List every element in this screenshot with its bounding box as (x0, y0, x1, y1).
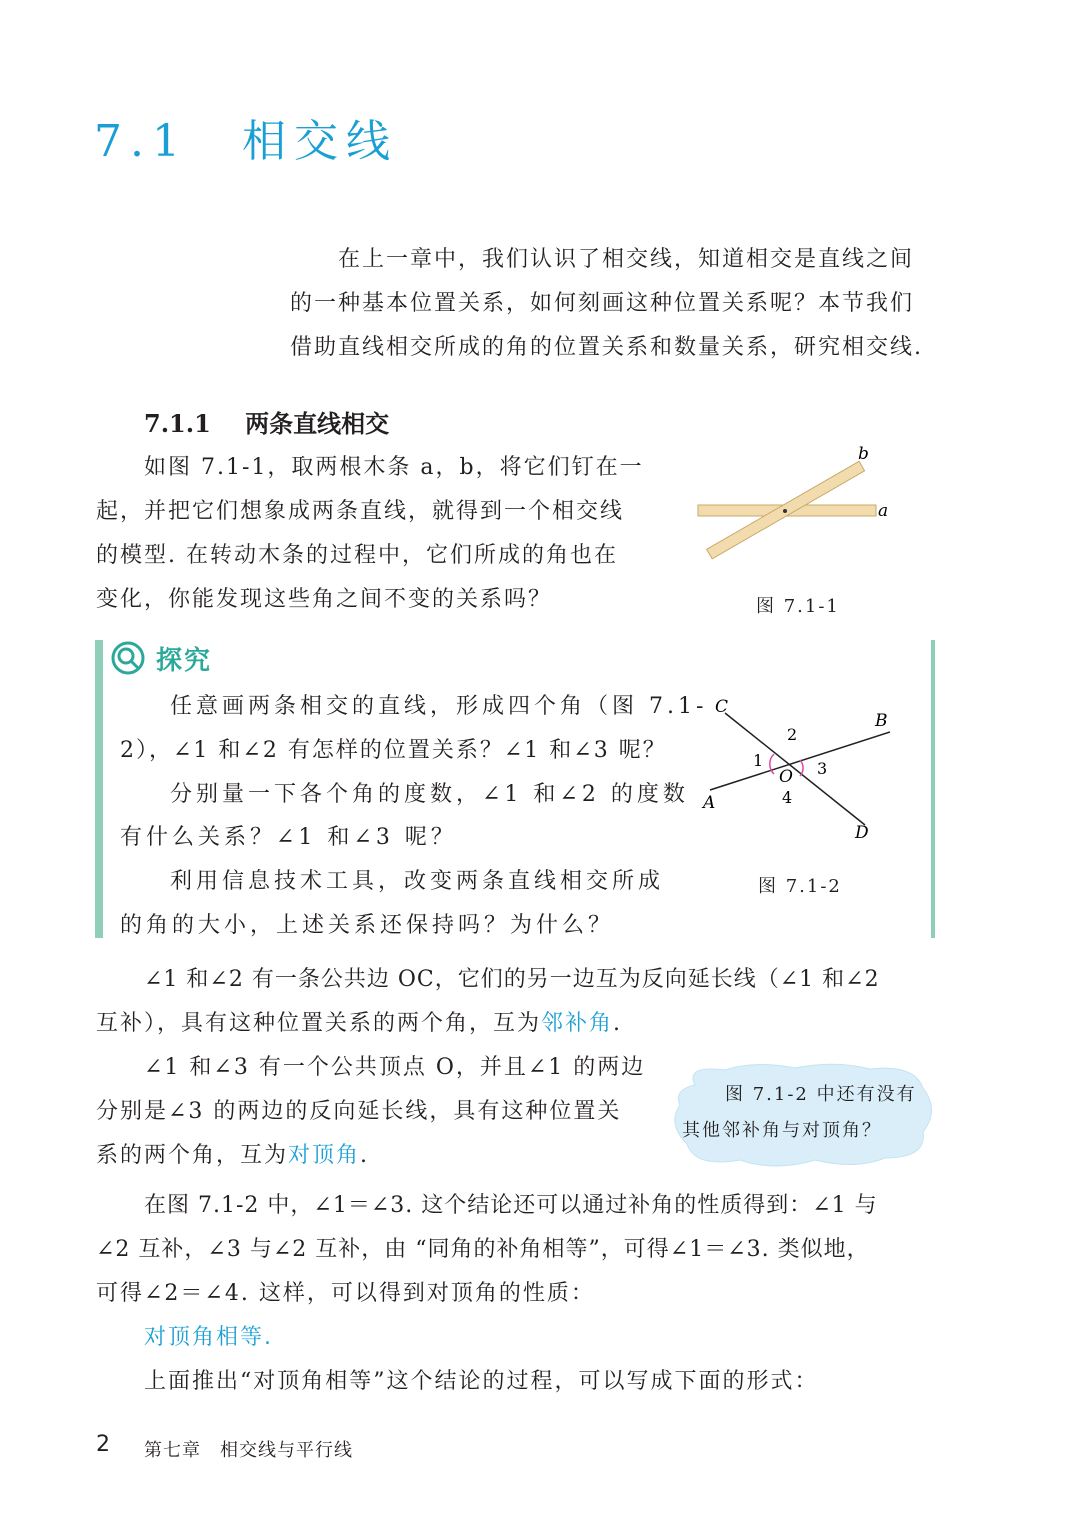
explore-line-2: 2），∠1 和∠2 有怎样的位置关系？∠1 和∠3 呢？ (120, 738, 667, 763)
para1-line-3: 的模型. 在转动木条的过程中，它们所成的角也在 (96, 543, 618, 568)
para1-line-4: 变化，你能发现这些角之间不变的关系吗？ (96, 587, 553, 612)
explore-title: 探究 (156, 646, 213, 676)
label-a: a (878, 501, 889, 521)
label-angle-3: 3 (817, 759, 828, 778)
label-A: A (703, 793, 716, 813)
bubble-line-1: 图 7.1-2 中还有没有 (725, 1084, 917, 1105)
para3-line-3 (96, 1134, 369, 1178)
figure-7-1-2 (695, 690, 905, 850)
label-O: O (779, 767, 793, 787)
section-heading (94, 105, 398, 169)
explore-icon (110, 640, 146, 676)
intro-line-1: 在上一章中，我们认识了相交线，知道相交是直线之间 (338, 247, 915, 272)
term-vertical-angles: 对顶角 (288, 1143, 361, 1168)
para4-line-3: 可得∠2＝∠4. 这样，可以得到对顶角的性质： (96, 1281, 595, 1306)
para4-line-1: 在图 7.1-2 中，∠1＝∠3. 这个结论还可以通过补角的性质得到：∠1 与 (144, 1193, 878, 1218)
bubble-line-2: 其他邻补角与对顶角？ (682, 1120, 882, 1141)
label-b: b (858, 444, 869, 464)
figure-7-1-1 (690, 440, 910, 580)
subsection-heading (144, 404, 389, 439)
page-number: 2 (96, 1432, 110, 1457)
label-angle-2: 2 (787, 725, 798, 744)
explore-line-5: 利用信息技术工具，改变两条直线相交所成 (170, 869, 665, 894)
para3-line-2: 分别是∠3 的两边的反向延长线，具有这种位置关 (96, 1099, 622, 1124)
explore-left-bar (95, 640, 103, 938)
intro-line-3: 借助直线相交所成的角的位置关系和数量关系，研究相交线. (290, 335, 923, 360)
label-D: D (855, 823, 869, 843)
para1-line-2: 起，并把它们想象成两条直线，就得到一个相交线 (96, 499, 625, 524)
figure-7-1-1-caption: 图 7.1-1 (756, 596, 840, 617)
label-C: C (715, 697, 729, 717)
term-adjacent-supplementary: 邻补角 (541, 1011, 614, 1036)
vertical-angle-property: 对顶角相等. (144, 1325, 273, 1350)
figure-7-1-2-caption: 图 7.1-2 (758, 876, 842, 897)
label-angle-4: 4 (782, 788, 793, 807)
label-angle-1: 1 (753, 751, 764, 770)
explore-line-4: 有什么关系？∠1 和∠3 呢？ (120, 825, 457, 850)
para3-period: . (360, 1143, 370, 1168)
para2-line-2 (96, 1002, 622, 1046)
section-title: 相交线 (241, 116, 398, 167)
label-B: B (875, 711, 888, 731)
para1-line-1: 如图 7.1-1，取两根木条 a，b，将它们钉在一 (144, 455, 644, 480)
para2-line-1: ∠1 和∠2 有一条公共边 OC，它们的另一边互为反向延长线（∠1 和∠2 (144, 967, 880, 992)
subsection-title: 两条直线相交 (245, 410, 390, 438)
section-number: 7.1 (94, 116, 188, 167)
intro-line-2: 的一种基本位置关系，如何刻画这种位置关系呢？本节我们 (290, 291, 915, 316)
para3-text: 系的两个角，互为 (96, 1143, 289, 1168)
para5: 上面推出“对顶角相等”这个结论的过程，可以写成下面的形式： (144, 1369, 819, 1394)
explore-line-6: 的角的大小，上述关系还保持吗？为什么？ (120, 913, 615, 938)
subsection-number: 7.1.1 (144, 409, 211, 438)
para2-period: . (613, 1011, 623, 1036)
para4-line-2: ∠2 互补，∠3 与∠2 互补，由 “同角的补角相等”，可得∠1＝∠3. 类似地， (96, 1237, 870, 1262)
para3-line-1: ∠1 和∠3 有一个公共顶点 O，并且∠1 的两边 (144, 1055, 646, 1080)
explore-line-3: 分别量一下各个角的度数，∠1 和∠2 的度数 (170, 782, 689, 807)
explore-line-1: 任意画两条相交的直线，形成四个角（图 7.1- (170, 694, 708, 719)
explore-right-bar (931, 640, 935, 938)
chapter-title: 第七章 相交线与平行线 (144, 1440, 353, 1461)
para2-text: 互补），具有这种位置关系的两个角，互为 (96, 1011, 542, 1036)
nail-point (783, 509, 787, 513)
